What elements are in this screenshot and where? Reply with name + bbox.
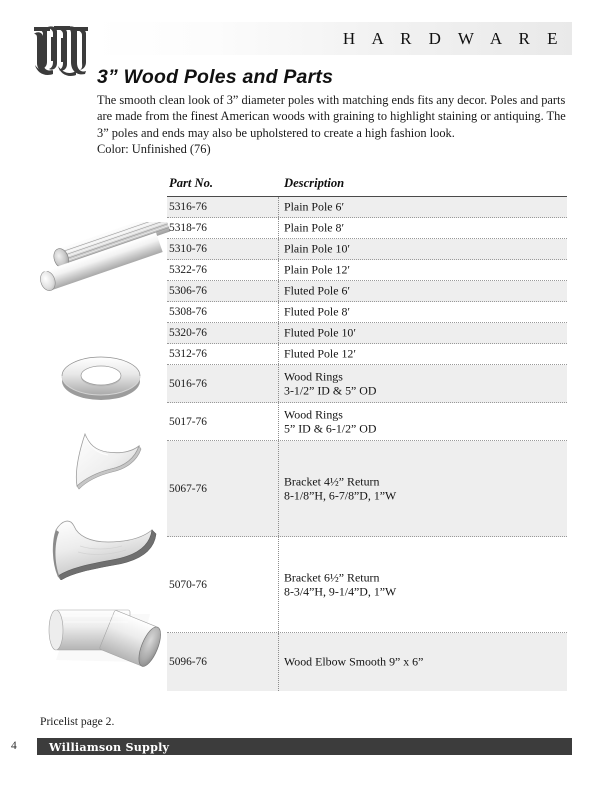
description-line-2: 3-1/2” ID & 5” OD [284,383,377,398]
table-row [167,218,567,239]
cell-part-no: 5308-76 [169,306,207,319]
cell-description [284,326,565,341]
table-row [167,323,567,344]
cell-description [284,570,565,599]
product-image-wood-elbow [42,600,167,672]
cell-description [284,407,565,436]
parts-table [167,174,567,691]
column-header-part-no: Part No. [169,176,214,190]
description-line-1: Wood Rings [284,407,343,422]
table-row [167,281,567,302]
table-row [167,403,567,441]
cell-description [284,263,565,278]
description-line-2: 8-1/8”H, 6-7/8”D, 1”W [284,488,397,503]
product-image-wood-poles [35,222,170,292]
cell-part-no: 5017-76 [169,415,207,428]
table-row [167,633,567,691]
description-line-1: Plain Pole 12′ [284,263,351,278]
description-line-1: Fluted Pole 8′ [284,305,351,320]
cell-part-no: 5322-76 [169,264,207,277]
page-title: 3” Wood Poles and Parts [97,66,334,88]
cell-description [284,305,565,320]
footer-bar [37,738,572,755]
cell-description [284,655,565,670]
table-row [167,441,567,537]
product-image-wood-ring [55,348,147,404]
description-line-1: Plain Pole 6′ [284,200,345,215]
cell-description [284,200,565,215]
cell-part-no: 5320-76 [169,327,207,340]
intro-paragraph: The smooth clean look of 3” diameter poles with matching ends fits any decor. Poles and parts are made from the finest American woods with graining to highlight staining or antiquing. The 3” poles and ends may also be upholstered to create a high fashion look. [97,93,566,140]
cell-description [284,242,565,257]
cell-description [284,221,565,236]
product-image-bracket-large [40,508,165,580]
table-row [167,537,567,633]
williamson-w-logo [30,18,92,80]
description-line-1: Bracket 6½” Return [284,570,380,585]
cell-part-no: 5306-76 [169,285,207,298]
page-number: 4 [11,740,17,752]
pricelist-note: Pricelist page 2. [40,715,115,728]
table-row [167,344,567,365]
cell-description [284,347,565,362]
cell-part-no: 5016-76 [169,377,207,390]
cell-part-no: 5070-76 [169,578,207,591]
table-header-row [167,174,567,196]
section-label: H A R D W A R E [342,29,564,48]
product-image-bracket-small [55,428,155,494]
cell-description [284,369,565,398]
table-row [167,239,567,260]
table-row [167,197,567,218]
description-line-1: Plain Pole 10′ [284,242,351,257]
cell-part-no: 5316-76 [169,201,207,214]
cell-part-no: 5310-76 [169,243,207,256]
hardware-header-band [92,22,572,55]
table-row [167,365,567,403]
cell-description [284,284,565,299]
company-brand: Williamson Supply [49,740,170,754]
description-line-1: Fluted Pole 6′ [284,284,351,299]
cell-part-no: 5318-76 [169,222,207,235]
table-row [167,260,567,281]
intro-text-block [97,92,575,157]
cell-part-no: 5312-76 [169,348,207,361]
cell-part-no: 5096-76 [169,656,207,669]
description-line-1: Wood Elbow Smooth 9” x 6” [284,655,424,670]
table-body [167,197,567,691]
column-header-description: Description [284,176,345,190]
description-line-1: Plain Pole 8′ [284,221,345,236]
description-line-1: Fluted Pole 10′ [284,326,356,341]
description-line-1: Fluted Pole 12′ [284,347,356,362]
color-line: Color: Unfinished (76) [97,141,211,156]
description-line-1: Bracket 4½” Return [284,474,380,489]
description-line-2: 8-3/4”H, 9-1/4”D, 1”W [284,584,397,599]
table-row [167,302,567,323]
description-line-1: Wood Rings [284,369,343,384]
description-line-2: 5” ID & 6-1/2” OD [284,421,377,436]
cell-description [284,474,565,503]
cell-part-no: 5067-76 [169,482,207,495]
